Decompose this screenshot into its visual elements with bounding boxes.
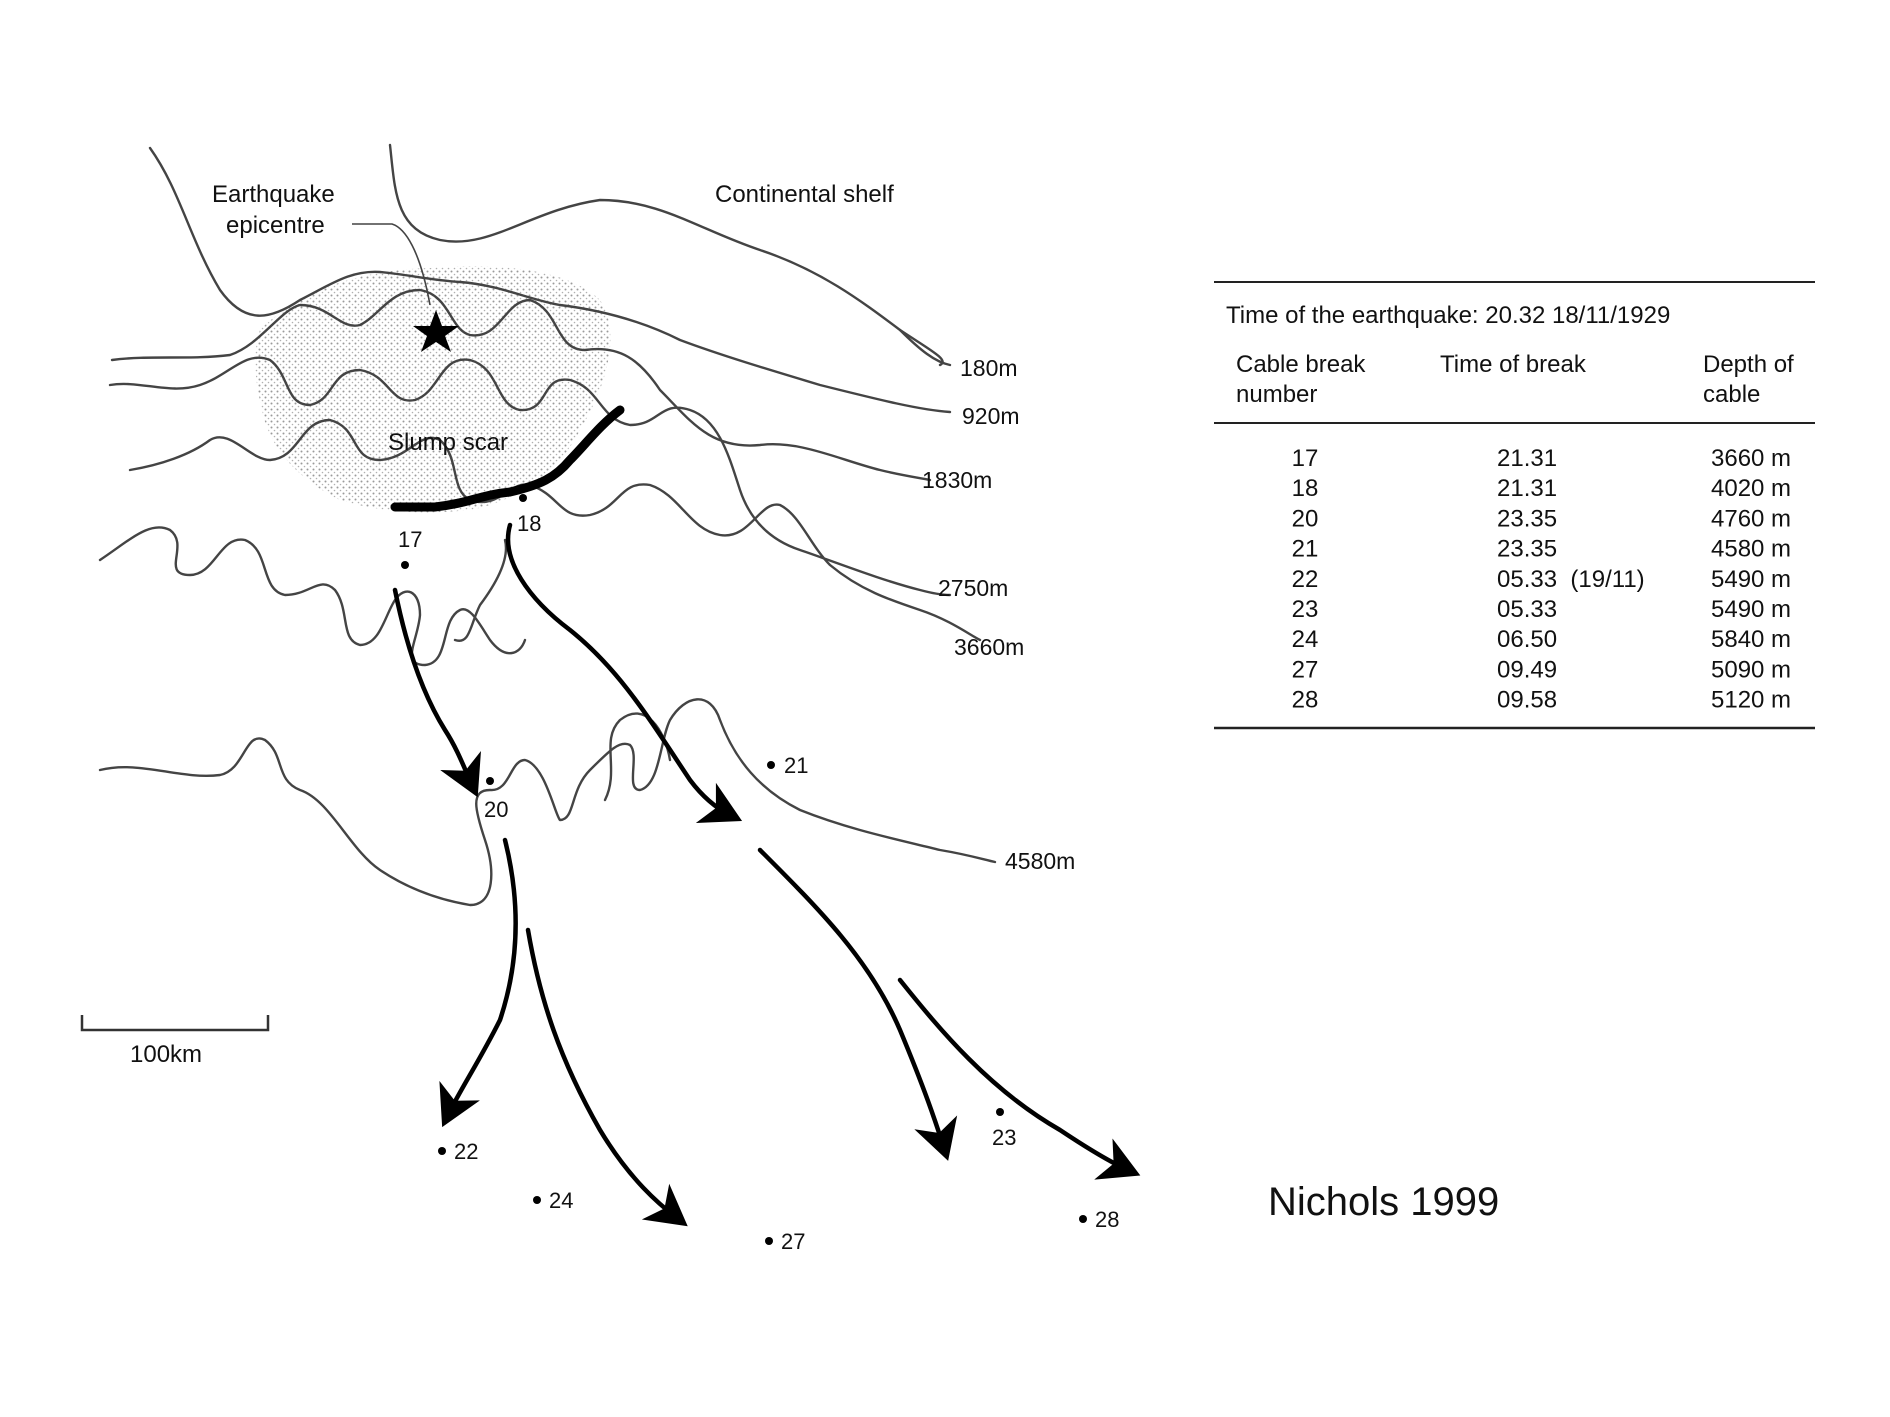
break-label-21: 21: [784, 753, 809, 778]
break-point-18: [519, 494, 527, 502]
break-label-27: 27: [781, 1229, 806, 1254]
table-header-depth-line2: cable: [1703, 381, 1761, 408]
table-cell-number: 22: [1291, 565, 1319, 593]
table-cell-depth: 4020 m: [1711, 475, 1792, 503]
depth-label-180m: 180m: [960, 355, 1018, 381]
break-label-28: 28: [1095, 1207, 1120, 1232]
break-point-28: [1079, 1215, 1087, 1223]
table-cell-time: 05.33 (19/11): [1497, 565, 1645, 593]
table-cell-number: 17: [1291, 445, 1319, 472]
contour-4580m-upper: [100, 527, 525, 665]
table-cell-depth: 5490 m: [1711, 596, 1792, 623]
table-cell-time: 21.31: [1497, 445, 1558, 472]
table-cell-time: 23.35: [1497, 505, 1558, 533]
epicentre-label-line2: epicentre: [226, 212, 325, 239]
table-cell-number: 23: [1291, 596, 1319, 623]
table-cell-depth: 3660 m: [1711, 445, 1792, 472]
break-point-27: [765, 1237, 773, 1245]
break-label-22: 22: [454, 1139, 479, 1164]
table-cell-number: 28: [1291, 686, 1319, 714]
table-cell-depth: 4760 m: [1711, 505, 1792, 533]
break-point-23: [996, 1108, 1004, 1116]
epicentre-label-line1: Earthquake: [212, 181, 335, 208]
break-point-17: [401, 561, 409, 569]
depth-label-3660m: 3660m: [954, 634, 1025, 660]
table-cell-time: 06.50: [1497, 626, 1558, 654]
shelf-label: Continental shelf: [715, 181, 894, 208]
table-cell-depth: 5490 m: [1711, 565, 1792, 593]
break-label-17: 17: [398, 527, 423, 552]
table-header-depth-line1: Depth of: [1703, 351, 1794, 378]
flow-arrow-20-27: [528, 930, 677, 1218]
table-cell-time: 05.33: [1497, 596, 1558, 623]
scale-label: 100km: [130, 1041, 203, 1068]
break-label-20: 20: [484, 797, 509, 822]
table-cell-number: 21: [1291, 535, 1319, 563]
depth-label-2750m: 2750m: [938, 575, 1009, 601]
table-header-time: Time of break: [1440, 351, 1586, 378]
table-cell-number: 24: [1291, 626, 1319, 654]
table-cell-depth: 4580 m: [1711, 535, 1792, 563]
source-credit: Nichols 1999: [1268, 1180, 1500, 1224]
table-title: Time of the earthquake: 20.32 18/11/1929: [1226, 302, 1671, 329]
break-point-22: [438, 1147, 446, 1155]
break-label-18: 18: [517, 511, 542, 536]
table-header-number-line1: Cable break: [1236, 351, 1366, 378]
break-label-23: 23: [992, 1125, 1017, 1150]
contour-4580m: [100, 699, 995, 905]
table-cell-depth: 5120 m: [1711, 686, 1792, 714]
flow-arrow-17-20: [395, 590, 472, 785]
scale-bar: [82, 1015, 268, 1030]
table-header-number-line2: number: [1236, 381, 1318, 408]
table-body: [1292, 445, 1791, 714]
table-cell-depth: 5090 m: [1711, 656, 1792, 684]
table-cell-time: 09.58: [1497, 686, 1558, 714]
table-cell-time: 21.31: [1497, 475, 1558, 503]
slump-scar-label: Slump scar: [388, 429, 509, 456]
depth-label-920m: 920m: [962, 403, 1020, 429]
table-cell-depth: 5840 m: [1711, 626, 1792, 654]
depth-label-4580m: 4580m: [1005, 848, 1076, 874]
table-cell-time: 09.49: [1497, 656, 1558, 684]
break-label-24: 24: [549, 1188, 574, 1213]
table-cell-number: 27: [1291, 656, 1319, 684]
table-cell-time: 23.35: [1497, 535, 1558, 563]
break-point-20: [486, 777, 494, 785]
break-point-21: [767, 761, 775, 769]
flow-arrow-18-21: [508, 525, 730, 815]
table-cell-number: 18: [1291, 475, 1319, 503]
table-cell-number: 20: [1291, 505, 1319, 533]
depth-label-1830m: 1830m: [922, 467, 993, 493]
flow-arrow-20-22: [448, 840, 516, 1115]
break-point-24: [533, 1196, 541, 1204]
